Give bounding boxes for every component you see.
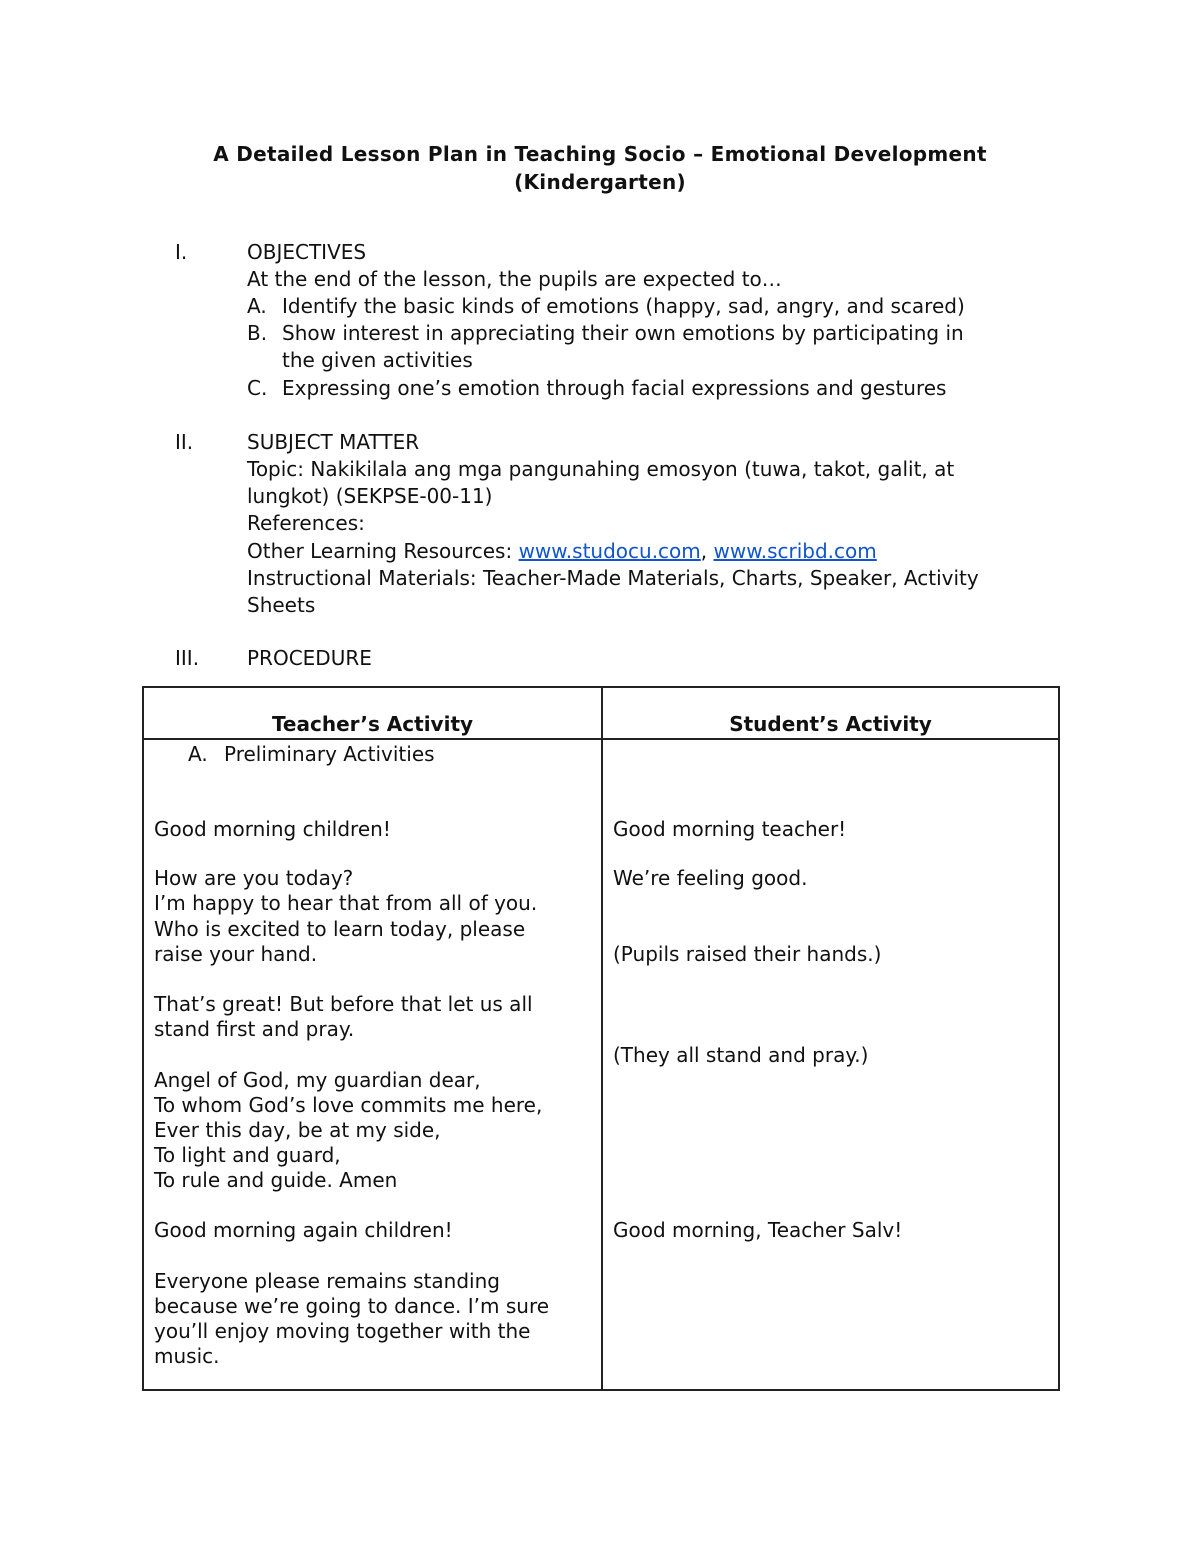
document-title: A Detailed Lesson Plan in Teaching Socio – Emotional Development: [213, 142, 987, 166]
document-subtitle: (Kindergarten): [514, 170, 686, 194]
objectives-intro: At the end of the lesson, the pupils are expected to…: [247, 267, 782, 291]
section-label: Preliminary Activities: [224, 742, 435, 766]
topic-line: Topic: Nakikilala ang mga pangunahing emosyon (tuwa, takot, galit, at: [247, 457, 955, 481]
teacher-line: To light and guard,: [154, 1143, 341, 1167]
section-letter: A.: [188, 742, 208, 766]
teacher-line: Good morning children!: [154, 817, 391, 841]
student-line: (Pupils raised their hands.): [613, 942, 882, 966]
teacher-line: To rule and guide. Amen: [154, 1168, 398, 1192]
teacher-line: raise your hand.: [154, 942, 318, 966]
student-line: Good morning, Teacher Salv!: [613, 1218, 903, 1242]
objective-c-text: Expressing one’s emotion through facial expressions and gestures: [282, 376, 947, 400]
teacher-line: Good morning again children!: [154, 1218, 453, 1242]
subject-matter-numeral: II.: [175, 430, 194, 454]
teacher-line: To whom God’s love commits me here,: [154, 1093, 543, 1117]
teacher-line: Ever this day, be at my side,: [154, 1118, 441, 1142]
teacher-line: Everyone please remains standing: [154, 1269, 500, 1293]
student-line: Good morning teacher!: [613, 817, 847, 841]
column-divider: [601, 688, 603, 1389]
studocu-link[interactable]: www.studocu.com: [518, 539, 701, 563]
student-activity-header: Student’s Activity: [729, 712, 932, 736]
procedure-heading: PROCEDURE: [247, 646, 372, 670]
teacher-line: you’ll enjoy moving together with the: [154, 1319, 531, 1343]
teacher-line: Angel of God, my guardian dear,: [154, 1068, 481, 1092]
topic-line-cont: lungkot) (SEKPSE-00-11): [247, 484, 493, 508]
student-line: (They all stand and pray.): [613, 1043, 869, 1067]
objective-c-letter: C.: [247, 376, 268, 400]
procedure-numeral: III.: [175, 646, 200, 670]
teacher-line: I’m happy to hear that from all of you.: [154, 891, 538, 915]
objective-b-text-cont: the given activities: [282, 348, 473, 372]
teacher-line: That’s great! But before that let us all: [154, 992, 533, 1016]
teacher-activity-header: Teacher’s Activity: [271, 712, 474, 736]
subject-matter-heading: SUBJECT MATTER: [247, 430, 420, 454]
link-separator: ,: [700, 539, 714, 563]
header-divider: [144, 738, 1058, 740]
objectives-numeral: I.: [175, 240, 188, 264]
scribd-link[interactable]: www.scribd.com: [713, 539, 877, 563]
student-line: We’re feeling good.: [613, 866, 808, 890]
objective-b-text: Show interest in appreciating their own emotions by participating in: [282, 321, 964, 345]
teacher-line: because we’re going to dance. I’m sure: [154, 1294, 550, 1318]
instructional-materials-line-cont: Sheets: [247, 593, 316, 617]
objective-a-text: Identify the basic kinds of emotions (happy, sad, angry, and scared): [282, 294, 965, 318]
teacher-line: Who is excited to learn today, please: [154, 917, 526, 941]
objective-b-letter: B.: [247, 321, 268, 345]
references-label: References:: [247, 511, 365, 535]
procedure-table: [142, 686, 1060, 1391]
learning-resources-line: [247, 539, 877, 563]
objectives-heading: OBJECTIVES: [247, 240, 367, 264]
objective-a-letter: A.: [247, 294, 267, 318]
teacher-line: How are you today?: [154, 866, 354, 890]
teacher-line: music.: [154, 1344, 220, 1368]
teacher-line: stand first and pray.: [154, 1017, 355, 1041]
instructional-materials-line: Instructional Materials: Teacher-Made Materials, Charts, Speaker, Activity: [247, 566, 979, 590]
learning-resources-label: Other Learning Resources:: [247, 539, 519, 563]
